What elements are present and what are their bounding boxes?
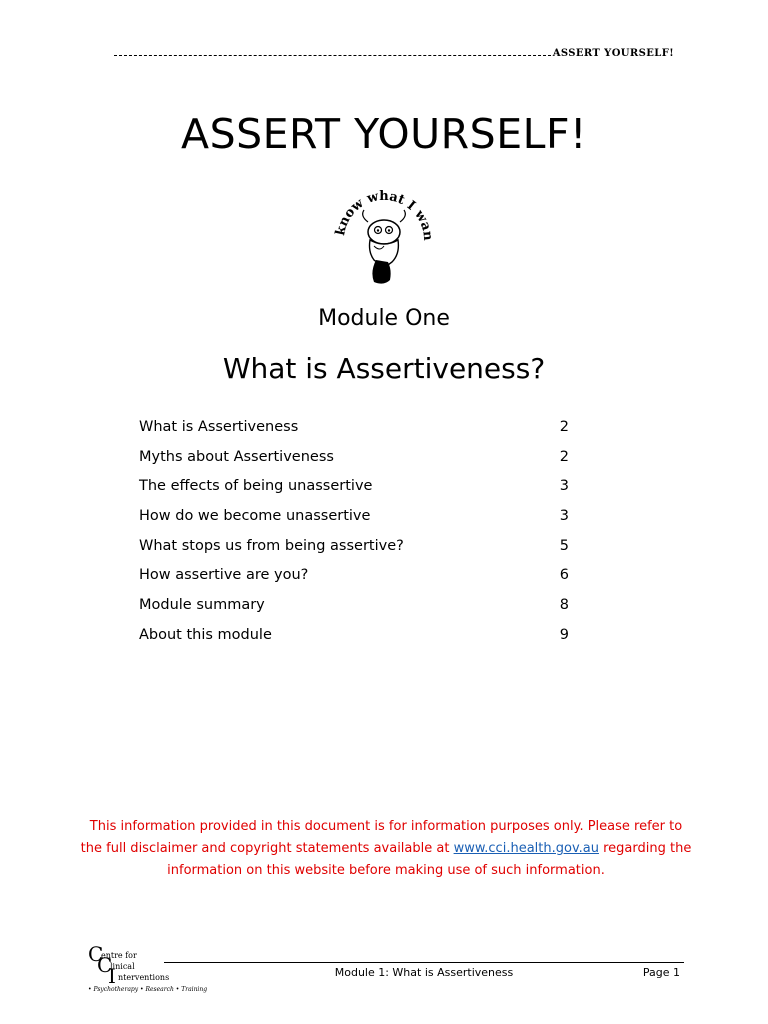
toc-item-page: 9 bbox=[559, 626, 569, 643]
logo-arc-text: know what I wan bbox=[333, 188, 436, 242]
toc-item-label: What is Assertiveness bbox=[139, 418, 299, 435]
disclaimer-before: This information provided in this document is for information purposes only. Please refer to the full disclaimer and copyright statements available at bbox=[80, 819, 683, 856]
toc-item-label: About this module bbox=[139, 626, 272, 643]
toc-item-label: Module summary bbox=[139, 596, 265, 613]
toc-row[interactable] bbox=[139, 501, 569, 531]
table-of-contents bbox=[139, 412, 569, 650]
toc-item-page: 8 bbox=[559, 596, 569, 613]
cci-logo-line1: entre for bbox=[101, 951, 137, 960]
toc-row[interactable] bbox=[139, 412, 569, 442]
toc-row[interactable] bbox=[139, 590, 569, 620]
cci-website-link[interactable]: www.cci.health.gov.au bbox=[453, 841, 599, 856]
thinking-face-icon bbox=[363, 210, 406, 284]
toc-row[interactable] bbox=[139, 560, 569, 590]
toc-item-label: What stops us from being assertive? bbox=[139, 537, 404, 554]
toc-item-label: How assertive are you? bbox=[139, 567, 309, 584]
cci-logo-c2: C bbox=[97, 953, 113, 977]
toc-item-label: The effects of being unassertive bbox=[139, 478, 373, 495]
toc-item-page: 3 bbox=[559, 507, 569, 524]
toc-row[interactable] bbox=[139, 620, 569, 650]
i-know-what-i-want-logo bbox=[330, 182, 438, 290]
document-title: ASSERT YOURSELF! bbox=[181, 110, 587, 158]
disclaimer-after: regarding the information on this website before making use of such information. bbox=[167, 841, 692, 878]
disclaimer-text bbox=[80, 816, 692, 882]
toc-item-page: 2 bbox=[559, 448, 569, 465]
toc-item-label: How do we become unassertive bbox=[139, 507, 371, 524]
footer-rule bbox=[164, 962, 684, 963]
cci-logo-c1: C bbox=[88, 942, 104, 966]
cci-logo-line2: linical bbox=[110, 962, 135, 971]
toc-item-page: 3 bbox=[559, 478, 569, 495]
toc-row[interactable] bbox=[139, 471, 569, 501]
running-header-title: ASSERT YOURSELF! bbox=[552, 47, 674, 59]
module-label: Module One bbox=[318, 306, 450, 331]
module-title: What is Assertiveness? bbox=[222, 352, 546, 385]
toc-item-label: Myths about Assertiveness bbox=[139, 448, 334, 465]
toc-item-page: 2 bbox=[559, 418, 569, 435]
toc-item-page: 6 bbox=[559, 567, 569, 584]
toc-row[interactable] bbox=[139, 531, 569, 561]
running-header bbox=[114, 44, 674, 62]
cci-logo-tagline: • Psychotherapy • Research • Training bbox=[88, 986, 208, 993]
footer-page-number: Page 1 bbox=[642, 966, 680, 979]
cci-logo-i: I bbox=[108, 964, 116, 988]
footer-module-title: Module 1: What is Assertiveness bbox=[334, 966, 514, 979]
toc-row[interactable] bbox=[139, 442, 569, 472]
toc-item-page: 5 bbox=[559, 537, 569, 554]
header-dashed-line bbox=[114, 55, 551, 56]
cci-logo-line3: nterventions bbox=[118, 973, 170, 982]
